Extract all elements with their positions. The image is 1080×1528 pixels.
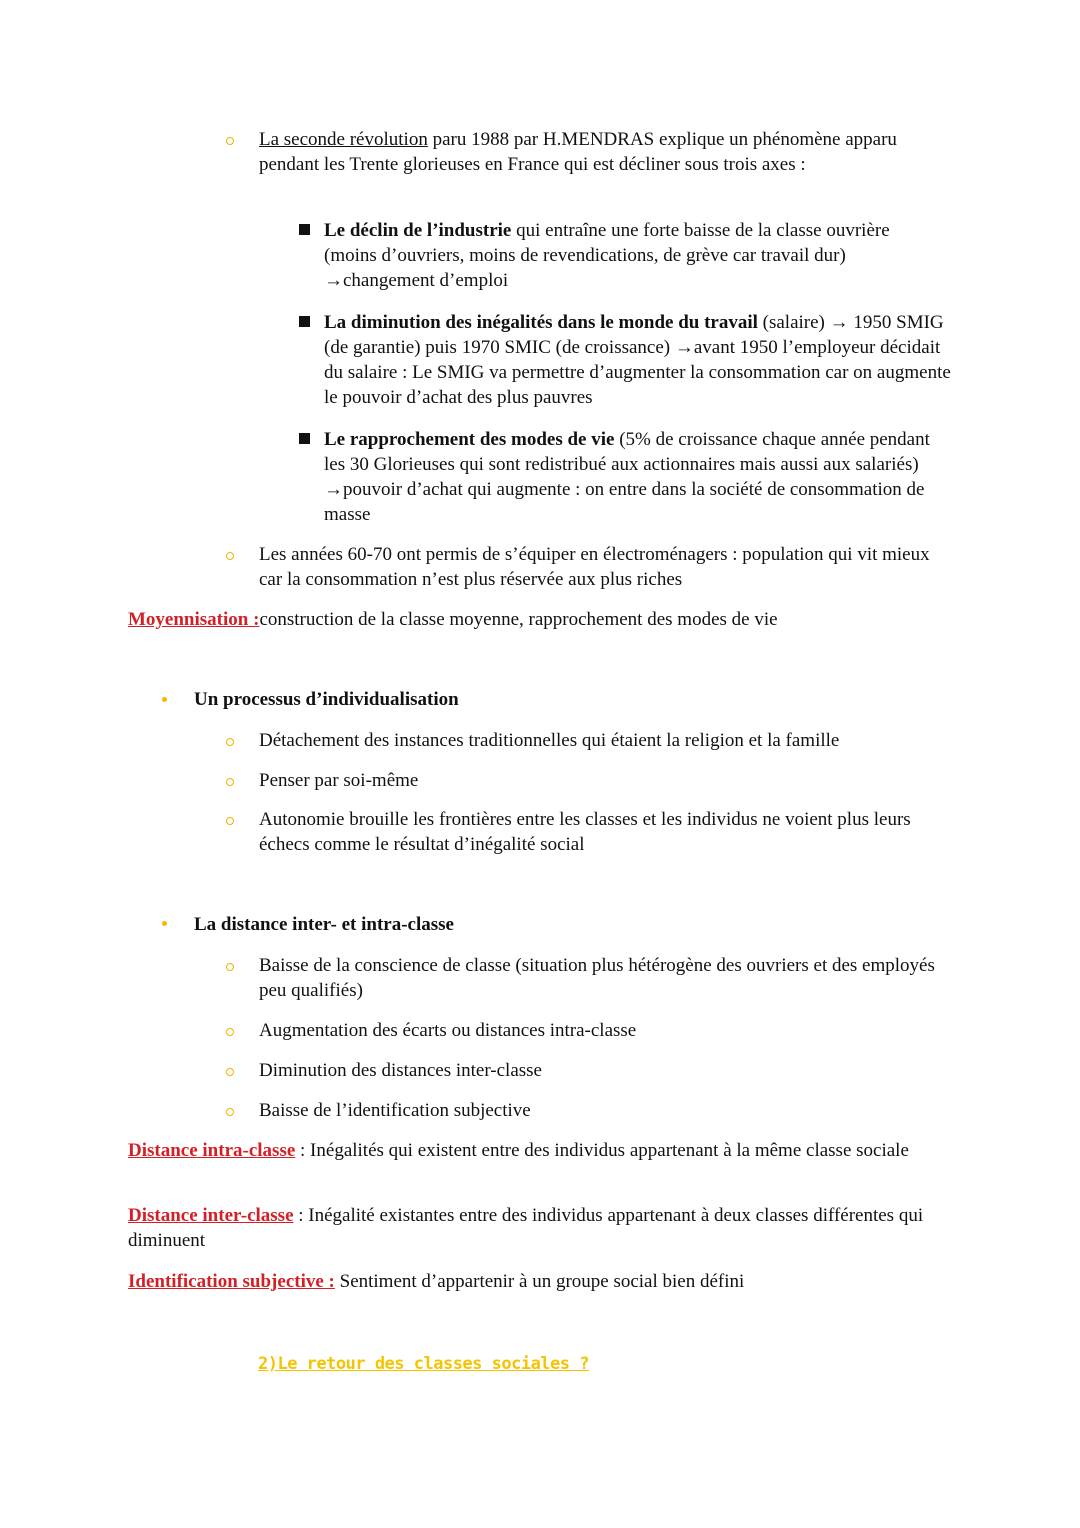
definition-text: : Inégalité existantes entre des individus appartenant à deux classes différentes qui diminuent — [128, 1205, 924, 1251]
axis-text: (salaire) → 1950 SMIG (de garantie) puis 1970 SMIC (de croissance) →avant 1950 l’employeur décidait du salaire : Le SMIG va permettre d’augmenter la consommation car on augmente le pouvoir d’achat des plus pauvres — [324, 312, 951, 408]
section-title: 2)Le retour des classes sociales ? — [258, 1354, 589, 1374]
definition-term: Distance intra-classe — [128, 1140, 296, 1161]
list-item: Baisse de la conscience de classe (situation plus hétérogène des ouvriers et des employés peu qualifiés) — [259, 955, 935, 1001]
circle-bullet-icon — [226, 137, 234, 145]
circle-bullet-icon — [226, 552, 234, 560]
axis-text: qui entraîne une forte baisse de la classe ouvrière (moins d’ouvriers, moins de revendications, de grève car travail dur) →changement d’emploi — [324, 220, 890, 291]
circle-bullet-icon — [226, 963, 234, 971]
list-item: Penser par soi-même — [259, 770, 419, 791]
square-bullet-icon — [299, 316, 310, 327]
axis-item — [324, 310, 956, 410]
definition-term: Moyennisation : — [128, 609, 260, 630]
axis-item — [324, 427, 939, 527]
definition-term: Identification subjective : — [128, 1271, 335, 1292]
annees-paragraph: Les années 60-70 ont permis de s’équiper en électroménagers : population qui vit mieux car la consommation n’est plus réservée aux plus riches — [259, 544, 930, 590]
definition-identification-subjective — [128, 1269, 948, 1294]
moyennisation-definition — [128, 607, 948, 632]
list-item: Diminution des distances inter-classe — [259, 1060, 542, 1081]
circle-bullet-icon — [226, 1068, 234, 1076]
definition-text: Sentiment d’appartenir à un groupe social bien défini — [334, 1271, 745, 1292]
square-bullet-icon — [299, 224, 310, 235]
circle-bullet-icon — [226, 738, 234, 746]
list-item: Baisse de l’identification subjective — [259, 1100, 531, 1121]
axis-text: (5% de croissance chaque année pendant les 30 Glorieuses qui sont redistribué aux actionnaires mais aussi aux salariés) →pouvoir d’achat qui augmente : on entre dans la société de consommation de masse — [324, 429, 930, 525]
square-bullet-icon — [299, 433, 310, 444]
individualisation-heading: Un processus d’individualisation — [194, 689, 459, 710]
definition-inter-classe — [128, 1203, 928, 1253]
axis-item — [324, 218, 934, 293]
axis-heading: Le déclin de l’industrie — [324, 220, 512, 241]
axis-heading: Le rapprochement des modes de vie — [324, 429, 615, 450]
book-title: La seconde révolution — [259, 129, 428, 150]
list-item: Détachement des instances traditionnelles qui étaient la religion et la famille — [259, 730, 840, 751]
definition-text: construction de la classe moyenne, rapprochement des modes de vie — [259, 609, 778, 630]
dot-bullet-icon — [162, 921, 167, 926]
dot-bullet-icon — [162, 697, 167, 702]
circle-bullet-icon — [226, 1108, 234, 1116]
definition-term: Distance inter-classe — [128, 1205, 294, 1226]
list-item: Augmentation des écarts ou distances intra-classe — [259, 1020, 637, 1041]
definition-text: : Inégalités qui existent entre des individus appartenant à la même classe sociale — [295, 1140, 909, 1161]
definition-intra-classe — [128, 1138, 928, 1163]
mendras-text: paru 1988 par H.MENDRAS explique un phénomène apparu pendant les Trente glorieuses en France qui est décliner sous trois axes : — [259, 129, 897, 175]
circle-bullet-icon — [226, 817, 234, 825]
distance-heading: La distance inter- et intra-classe — [194, 914, 454, 935]
mendras-paragraph — [259, 127, 949, 177]
list-item: Autonomie brouille les frontières entre les classes et les individus ne voient plus leurs échecs comme le résultat d’inégalité social — [259, 809, 911, 855]
circle-bullet-icon — [226, 1028, 234, 1036]
axis-heading: La diminution des inégalités dans le monde du travail — [324, 312, 758, 333]
circle-bullet-icon — [226, 778, 234, 786]
